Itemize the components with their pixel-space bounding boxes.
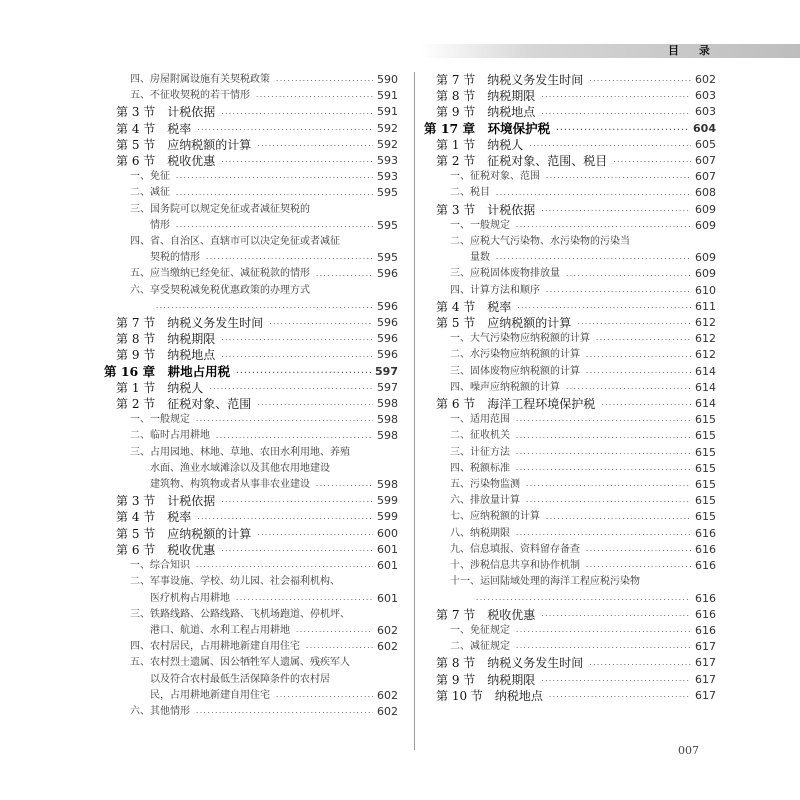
toc-page-number: 598 [377, 429, 398, 443]
dot-leader [269, 320, 373, 328]
dot-leader [476, 596, 691, 604]
dot-leader [589, 661, 691, 669]
toc-entry-item[interactable] [420, 283, 716, 299]
dot-leader [156, 304, 373, 312]
toc-entry-chapter[interactable] [420, 121, 716, 137]
toc-entry-item[interactable] [420, 574, 716, 606]
toc-entry-section[interactable] [420, 202, 716, 218]
toc-entry-item[interactable] [420, 234, 716, 266]
dot-leader [526, 498, 691, 506]
dot-leader [496, 191, 691, 199]
toc-entry-title: 六、享受契税减免税优惠政策的办理方式 [130, 284, 310, 296]
toc-page-number: 598 [377, 478, 398, 492]
toc-entry-item[interactable] [100, 445, 398, 494]
toc-entry-item[interactable] [100, 428, 398, 444]
dot-leader [516, 434, 691, 442]
toc-entry-title: 五、应当缴纳已经免征、减征税款的情形 [130, 268, 310, 280]
dot-leader [601, 401, 691, 409]
toc-entry-title: 六、排放量计算 [450, 495, 520, 507]
toc-entry-title: 二、水污染物应纳税额的计算 [450, 349, 580, 361]
toc-entry-title: 第 8 节 纳税期限 [436, 89, 536, 104]
dot-leader [221, 547, 373, 555]
toc-entry-title-continued: 情形 [150, 219, 170, 231]
dot-leader [257, 401, 373, 409]
toc-page-number: 603 [695, 105, 716, 119]
dot-leader [516, 531, 691, 539]
toc-entry-title: 九、信息填报、资料留存备查 [450, 543, 580, 555]
toc-page-number: 612 [695, 316, 716, 330]
dot-leader [256, 93, 373, 101]
dot-leader [577, 320, 691, 328]
toc-entry-title: 二、应税大气污染物、水污染物的污染当 [450, 236, 630, 248]
dot-leader [176, 191, 373, 199]
toc-page-number: 617 [695, 640, 716, 654]
toc-entry-section[interactable] [420, 315, 716, 331]
dot-leader [546, 288, 691, 296]
dot-leader [516, 223, 691, 231]
dot-leader [221, 353, 373, 361]
toc-entry-item[interactable] [100, 202, 398, 234]
toc-entry-item[interactable] [100, 639, 398, 655]
dot-leader [516, 628, 691, 636]
dot-leader [526, 482, 691, 490]
toc-entry-title: 七、应纳税额的计算 [450, 511, 540, 523]
toc-entry-title: 六、其他情形 [130, 705, 190, 717]
toc-page-number: 604 [693, 121, 716, 135]
toc-page-number: 596 [377, 267, 398, 281]
dot-leader [236, 369, 371, 377]
toc-entry-title-continued: 水面、渔业水域滩涂以及其他农用地建设 [150, 462, 330, 474]
toc-entry-title: 第 7 节 纳税义务发生时间 [436, 73, 584, 87]
dot-leader [586, 369, 691, 377]
toc-page-number: 598 [377, 413, 398, 427]
dot-leader [236, 596, 373, 604]
toc-entry-item[interactable] [420, 364, 716, 380]
dot-leader [516, 644, 691, 652]
column-divider [414, 72, 415, 750]
toc-entry-section[interactable] [420, 655, 716, 671]
dot-leader [596, 336, 691, 344]
toc-page-number: 593 [377, 170, 398, 184]
toc-page-number: 592 [377, 121, 398, 135]
toc-entry-title-continued: 医疗机构占用耕地 [150, 592, 230, 604]
dot-leader [176, 223, 373, 231]
dot-leader [316, 272, 373, 280]
toc-entry-section[interactable] [100, 347, 398, 363]
toc-page-number: 616 [695, 591, 716, 605]
toc-entry-title: 四、税额标准 [450, 462, 510, 474]
toc-entry-title: 第 2 节 征税对象、范围、税目 [436, 154, 608, 169]
toc-entry-title: 第 3 节 计税依据 [116, 494, 216, 509]
toc-entry-item[interactable] [420, 428, 716, 444]
toc-entry-item[interactable] [420, 218, 716, 234]
toc-entry-title: 八、纳税期限 [450, 527, 510, 539]
toc-page-number: 615 [695, 494, 716, 508]
toc-entry-title-continued: 以及符合农村最低生活保障条件的农村居 [150, 673, 330, 685]
toc-page-number: 595 [377, 218, 398, 232]
dot-leader [276, 77, 373, 85]
dot-leader [517, 304, 691, 312]
toc-page-number: 615 [695, 461, 716, 475]
toc-page-number: 602 [377, 623, 398, 637]
toc-entry-item[interactable] [100, 88, 398, 104]
dot-leader [516, 466, 691, 474]
toc-page-number: 616 [695, 542, 716, 556]
dot-leader [549, 693, 691, 701]
dot-leader [586, 353, 691, 361]
toc-entry-title: 第 4 节 税率 [116, 121, 192, 136]
toc-entry-title: 二、减征规定 [450, 641, 510, 653]
dot-leader [541, 207, 691, 215]
toc-entry-title-continued: 量数 [470, 252, 490, 264]
toc-entry-title: 第 5 节 应纳税额的计算 [116, 526, 252, 541]
toc-entry-title: 第 9 节 纳税期限 [436, 672, 536, 687]
toc-page-number: 596 [377, 299, 398, 313]
toc-entry-title: 第 8 节 纳税期限 [116, 332, 216, 347]
toc-page-number: 601 [377, 559, 398, 573]
toc-page-number: 591 [377, 105, 398, 119]
dot-leader [566, 385, 691, 393]
toc-entry-section[interactable] [100, 493, 398, 509]
toc-entry-chapter[interactable] [100, 364, 398, 380]
toc-entry-title: 一、免征 [130, 171, 170, 183]
toc-entry-item[interactable] [100, 412, 398, 428]
dot-leader [206, 255, 373, 263]
toc-page-number: 616 [695, 623, 716, 637]
toc-entry-title: 十、涉税信息共享和协作机制 [450, 560, 580, 572]
toc-page-number: 615 [695, 445, 716, 459]
toc-entry-item[interactable] [420, 331, 716, 347]
dot-leader [197, 126, 373, 134]
toc-page-number: 615 [695, 413, 716, 427]
dot-leader [566, 272, 691, 280]
dot-leader [529, 142, 691, 150]
toc-page-number: 617 [695, 656, 716, 670]
toc-entry-title-continued: 契税的情形 [150, 252, 200, 264]
toc-entry-title: 第 3 节 计税依据 [436, 202, 536, 217]
toc-entry-title: 一、一般规定 [130, 414, 190, 426]
toc-entry-item[interactable] [100, 185, 398, 201]
toc-entry-section[interactable] [100, 137, 398, 153]
toc-entry-title-continued: 民，占用耕地新建自用住宅 [150, 689, 270, 701]
toc-entry-section[interactable] [420, 88, 716, 104]
toc-entry-title-continued: 港口、航道、水利工程占用耕地 [150, 624, 290, 636]
toc-page-number: 602 [377, 640, 398, 654]
toc-entry-section[interactable] [100, 542, 398, 558]
toc-page-number: 602 [377, 704, 398, 718]
toc-entry-item[interactable] [100, 266, 398, 282]
toc-page-number: 599 [377, 510, 398, 524]
dot-leader [613, 158, 691, 166]
toc-entry-item[interactable] [100, 72, 398, 88]
toc-entry-title: 一、适用范围 [450, 414, 510, 426]
toc-entry-item[interactable] [420, 347, 716, 363]
toc-entry-item[interactable] [100, 234, 398, 266]
toc-entry-section[interactable] [420, 104, 716, 120]
toc-entry-title: 第 1 节 纳税人 [436, 137, 524, 152]
toc-entry-item[interactable] [420, 169, 716, 185]
toc-entry-section[interactable] [420, 672, 716, 688]
toc-entry-title: 第 4 节 税率 [436, 299, 512, 314]
toc-page-number: 612 [695, 332, 716, 346]
toc-entry-item[interactable] [420, 477, 716, 493]
toc-entry-title: 二、军事设施、学校、幼儿园、社会福利机构、 [130, 576, 340, 588]
dot-leader [221, 158, 373, 166]
toc-page-number: 599 [377, 494, 398, 508]
toc-entry-title: 五、农村烈士遗属、因公牺牲军人遗属、残疾军人 [130, 657, 350, 669]
toc-entry-title: 三、固体废物应纳税额的计算 [450, 365, 580, 377]
toc-entry-item[interactable] [420, 526, 716, 542]
dot-leader [541, 93, 691, 101]
toc-entry-title: 四、省、自治区、直辖市可以决定免征或者减征 [130, 236, 340, 248]
toc-page-number: 598 [377, 397, 398, 411]
toc-page-number: 611 [695, 299, 716, 313]
dot-leader [496, 255, 691, 263]
toc-entry-section[interactable] [100, 380, 398, 396]
toc-entry-title: 第 7 节 纳税义务发生时间 [116, 316, 264, 331]
toc-page-number: 602 [377, 688, 398, 702]
toc-entry-title: 第 3 节 计税依据 [116, 105, 216, 120]
dot-leader [209, 385, 373, 393]
toc-page-number: 597 [375, 364, 398, 378]
toc-entry-title: 一、综合知识 [130, 560, 190, 572]
toc-entry-title: 二、减征 [130, 187, 170, 199]
toc-page-number: 596 [377, 316, 398, 330]
toc-left-column [100, 72, 398, 720]
toc-entry-title: 一、免征规定 [450, 624, 510, 636]
toc-page-number: 595 [377, 251, 398, 265]
toc-page-number: 596 [377, 332, 398, 346]
toc-entry-title: 第 16 章 耕地占用税 [104, 363, 231, 379]
toc-page-number: 617 [695, 672, 716, 686]
toc-entry-title: 四、房屋附属设施有关契税政策 [130, 74, 270, 85]
dot-leader [556, 126, 689, 134]
dot-leader [257, 142, 373, 150]
toc-page-number: 614 [695, 397, 716, 411]
dot-leader [257, 531, 373, 539]
toc-entry-title: 第 1 节 纳税人 [116, 380, 204, 395]
toc-page-number: 617 [695, 688, 716, 702]
toc-entry-title: 第 17 章 环境保护税 [424, 120, 551, 136]
toc-page-number: 595 [377, 186, 398, 200]
toc-page-number: 596 [377, 348, 398, 362]
toc-entry-item[interactable] [100, 574, 398, 606]
toc-entry-title: 第 6 节 税收优惠 [116, 154, 216, 169]
dot-leader [306, 644, 373, 652]
toc-entry-item[interactable] [100, 169, 398, 185]
toc-page-number: 609 [695, 251, 716, 265]
toc-entry-title: 第 4 节 税率 [116, 510, 192, 525]
dot-leader [196, 417, 373, 425]
toc-entry-item[interactable] [420, 266, 716, 282]
toc-page-number: 601 [377, 591, 398, 605]
dot-leader [197, 515, 373, 523]
toc-entry-title: 五、污染物监测 [450, 479, 520, 491]
toc-entry-title: 三、国务院可以规定免征或者减征契税的 [130, 203, 310, 215]
toc-page-number: 590 [377, 73, 398, 86]
dot-leader [316, 482, 373, 490]
toc-entry-item[interactable] [420, 461, 716, 477]
dot-leader [546, 515, 691, 523]
toc-page-number: 597 [377, 380, 398, 394]
toc-page-number: 609 [695, 218, 716, 232]
dot-leader [586, 563, 691, 571]
toc-entry-item[interactable] [420, 493, 716, 509]
dot-leader [516, 450, 691, 458]
toc-entry-item[interactable] [420, 509, 716, 525]
toc-entry-title: 五、不征收契税的若干情形 [130, 90, 250, 102]
dot-leader [221, 336, 373, 344]
toc-page-number: 616 [695, 559, 716, 573]
dot-leader [516, 417, 691, 425]
toc-page-number: 603 [695, 89, 716, 103]
toc-entry-title: 第 6 节 海洋工程环境保护税 [436, 397, 596, 412]
toc-entry-section[interactable] [420, 72, 716, 88]
toc-entry-title: 第 2 节 征税对象、范围 [116, 397, 252, 412]
dot-leader [589, 77, 691, 85]
toc-page-number: 616 [695, 607, 716, 621]
toc-entry-item[interactable] [420, 185, 716, 201]
toc-entry-section[interactable] [100, 121, 398, 137]
toc-entry-section[interactable] [100, 509, 398, 525]
toc-entry-title: 三、铁路线路、公路线路、飞机场跑道、停机坪、 [130, 608, 350, 620]
toc-page-number: 605 [695, 137, 716, 151]
toc-page-number: 609 [695, 267, 716, 281]
dot-leader [546, 174, 691, 182]
toc-entry-section[interactable] [420, 688, 716, 704]
toc-entry-title: 第 10 节 纳税地点 [436, 688, 543, 703]
toc-entry-section[interactable] [100, 526, 398, 542]
toc-entry-title: 一、一般规定 [450, 219, 510, 231]
toc-entry-title: 第 9 节 纳税地点 [116, 348, 216, 363]
toc-page-number: 614 [695, 380, 716, 394]
toc-entry-section[interactable] [100, 104, 398, 120]
toc-entry-item[interactable] [420, 542, 716, 558]
toc-entry-title: 第 7 节 税收优惠 [436, 607, 536, 622]
dot-leader [541, 110, 691, 118]
toc-entry-title: 四、农村居民，占用耕地新建自用住宅 [130, 641, 300, 653]
dot-leader [296, 628, 373, 636]
toc-entry-item[interactable] [420, 380, 716, 396]
toc-page-number: 602 [695, 73, 716, 86]
toc-page-number: 616 [695, 526, 716, 540]
toc-entry-section[interactable] [100, 331, 398, 347]
toc-entry-title-continued: 建筑物、构筑物或者从事非农业建设 [150, 479, 310, 491]
toc-entry-section[interactable] [420, 396, 716, 412]
toc-entry-title: 一、大气污染物应纳税额的计算 [450, 333, 590, 345]
dot-leader [221, 498, 373, 506]
toc-entry-item[interactable] [100, 607, 398, 639]
toc-entry-item[interactable] [420, 639, 716, 655]
toc-entry-title: 一、征税对象、范围 [450, 171, 540, 183]
toc-page-number: 615 [695, 429, 716, 443]
toc-page-number: 607 [695, 170, 716, 184]
toc-entry-item[interactable] [100, 704, 398, 720]
dot-leader [196, 709, 373, 717]
toc-page-number: 612 [695, 348, 716, 362]
toc-entry-title: 三、应税固体废物排放量 [450, 268, 560, 280]
toc-entry-section[interactable] [100, 153, 398, 169]
toc-entry-item[interactable] [420, 623, 716, 639]
toc-entry-title: 四、噪声应纳税额的计算 [450, 381, 560, 393]
header-band [420, 44, 800, 58]
toc-entry-section[interactable] [420, 153, 716, 169]
toc-entry-item[interactable] [420, 445, 716, 461]
toc-entry-section[interactable] [420, 299, 716, 315]
toc-entry-title: 四、计算方法和顺序 [450, 284, 540, 296]
dot-leader [221, 110, 373, 118]
toc-page-number: 614 [695, 364, 716, 378]
toc-right-column [420, 72, 716, 704]
toc-entry-title: 第 8 节 纳税义务发生时间 [436, 656, 584, 671]
toc-page-number: 607 [695, 154, 716, 168]
toc-entry-item[interactable] [100, 283, 398, 315]
toc-entry-title: 三、占用园地、林地、草地、农田水利用地、养殖 [130, 446, 350, 458]
toc-page-number: 593 [377, 154, 398, 168]
toc-entry-section[interactable] [420, 137, 716, 153]
toc-entry-title: 二、税目 [450, 187, 490, 199]
toc-entry-item[interactable] [420, 558, 716, 574]
toc-entry-title: 第 5 节 应纳税额的计算 [436, 316, 572, 331]
toc-entry-item[interactable] [420, 412, 716, 428]
toc-page-number: 608 [695, 186, 716, 200]
toc-entry-title: 二、临时占用耕地 [130, 430, 210, 442]
toc-page-number: 615 [695, 510, 716, 524]
toc-page-number: 609 [695, 202, 716, 216]
toc-entry-title: 第 5 节 应纳税额的计算 [116, 137, 252, 152]
toc-entry-item[interactable] [100, 655, 398, 704]
page-header-title: 目 录 [668, 44, 718, 57]
toc-entry-section[interactable] [100, 315, 398, 331]
toc-entry-section[interactable] [100, 396, 398, 412]
toc-page-number: 592 [377, 137, 398, 151]
dot-leader [541, 677, 691, 685]
dot-leader [586, 547, 691, 555]
toc-entry-title: 第 9 节 纳税地点 [436, 105, 536, 120]
toc-entry-section[interactable] [420, 607, 716, 623]
toc-page-number: 615 [695, 478, 716, 492]
toc-entry-title: 三、计征方法 [450, 446, 510, 458]
toc-page-number: 610 [695, 283, 716, 297]
dot-leader [541, 612, 691, 620]
toc-entry-title: 第 6 节 税收优惠 [116, 542, 216, 557]
dot-leader [216, 434, 373, 442]
toc-page-number: 591 [377, 89, 398, 103]
dot-leader [276, 693, 373, 701]
toc-entry-item[interactable] [100, 558, 398, 574]
dot-leader [176, 174, 373, 182]
toc-page-number: 600 [377, 526, 398, 540]
dot-leader [196, 563, 373, 571]
toc-entry-title: 十一、运回陆域处理的海洋工程应税污染物 [450, 576, 640, 588]
page-number: 007 [678, 744, 699, 757]
toc-page-number: 601 [377, 542, 398, 556]
toc-entry-title: 二、征收机关 [450, 430, 510, 442]
